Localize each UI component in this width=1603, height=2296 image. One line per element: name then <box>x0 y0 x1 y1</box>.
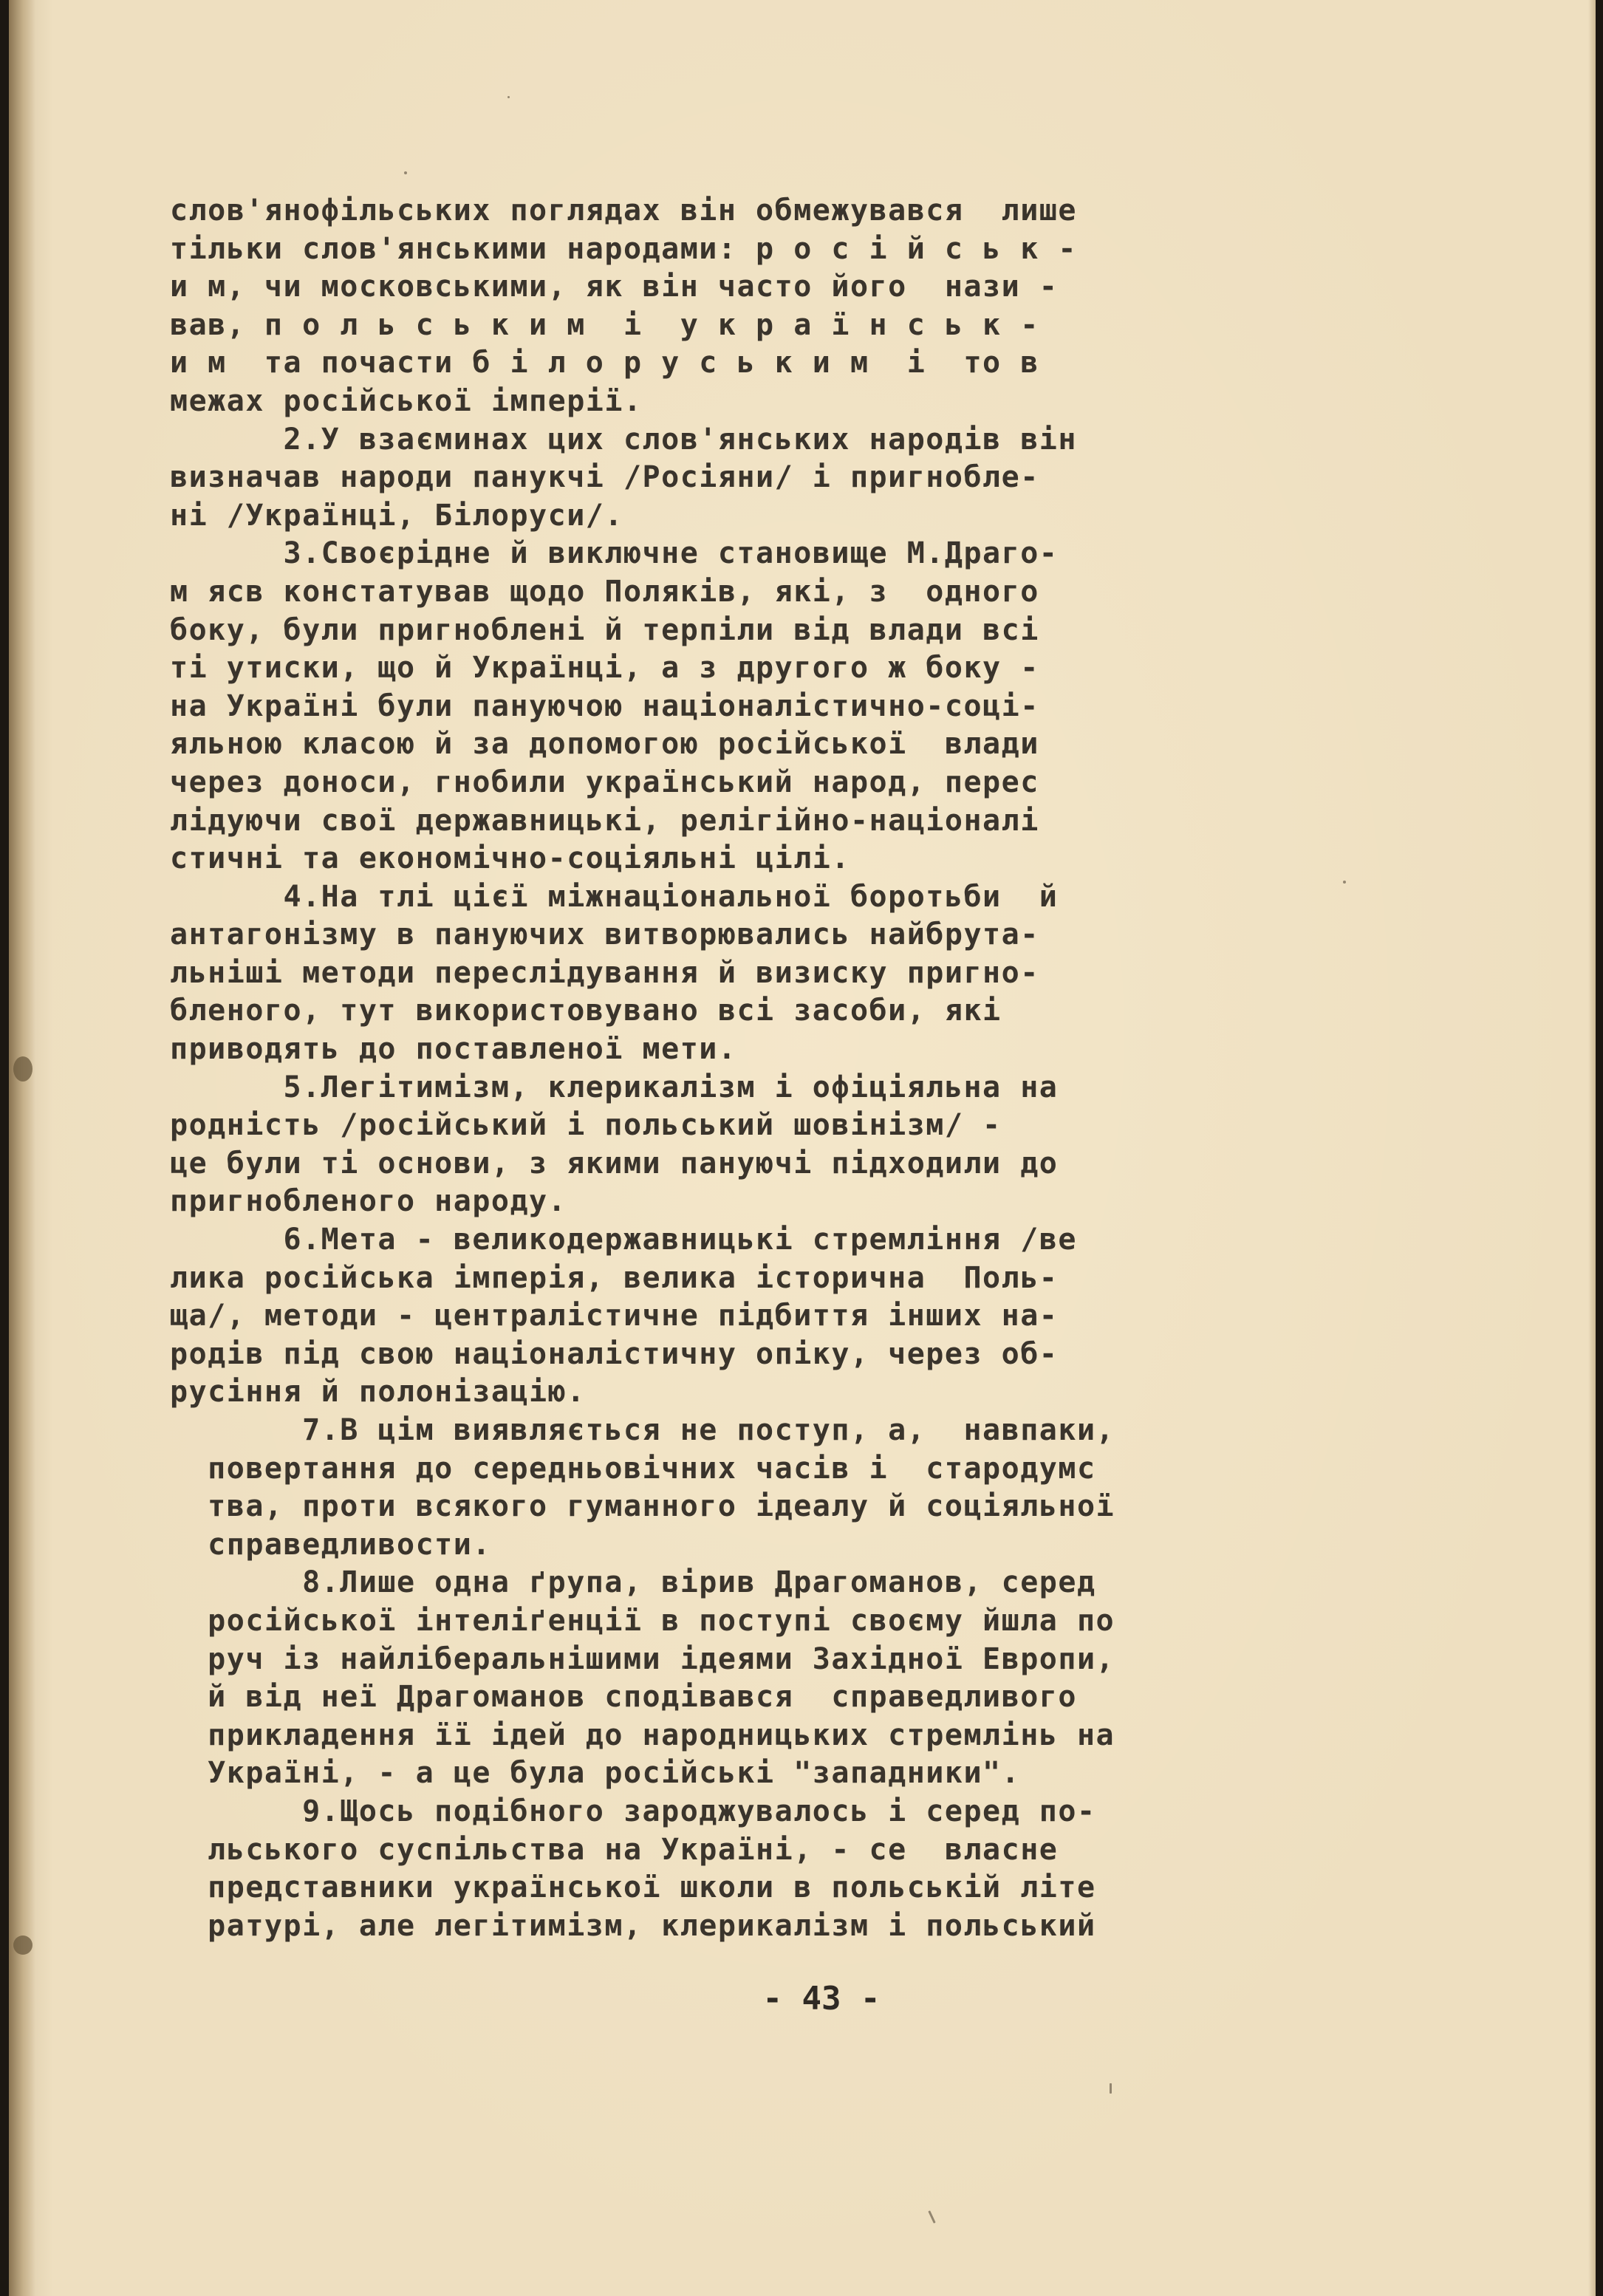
text-line: представники української школи в польській літе <box>170 1870 1096 1905</box>
text-line: межах російської імперії. <box>170 383 643 418</box>
text-line: й від неї Драгоманов сподівався справедливого <box>170 1680 1077 1715</box>
text-line: на Україні були пануючою націоналістично-соці- <box>170 689 1039 723</box>
text-line: вав, п о л ь с ь к и м і у к р а ї н с ь к - <box>170 307 1039 342</box>
text-line: стичні та економічно-соціяльні цілі. <box>170 841 850 876</box>
text-line: льніші методи переслідування й визиску пригно- <box>170 955 1039 990</box>
text-line: лідуючи свої державницькі, релігійно-націоналі <box>170 803 1039 838</box>
binding-hole <box>13 1056 33 1082</box>
paper-speck <box>404 171 407 174</box>
text-line: приводять до поставленої мети. <box>170 1032 737 1067</box>
text-line: 8.Лише одна ґрупа, вірив Драгоманов, серед <box>170 1565 1096 1600</box>
text-line: лика російська імперія, велика історична Поль- <box>170 1260 1059 1295</box>
text-line: прикладення її ідей до народницьких стремлінь на <box>170 1718 1115 1752</box>
text-line: 6.Мета - великодержавницькі стремління /ве <box>170 1223 1077 1257</box>
text-line: родів під свою націоналістичну опіку, через об- <box>170 1336 1059 1371</box>
text-line: руч із найліберальнішими ідеями Західної Европи, <box>170 1641 1115 1676</box>
text-line: родність /російський і польський шовінізм/ - <box>170 1108 1002 1143</box>
typed-text-body <box>170 192 1322 1945</box>
text-line: визначав народи панукчі /Росіяни/ і пригноблe- <box>170 460 1039 495</box>
page-binding <box>9 0 35 2296</box>
text-line: антагонізму в пануючих витворювались найбрута- <box>170 918 1039 952</box>
text-line: через доноси, гнобили український народ, перес <box>170 765 1039 799</box>
text-line: пригнобленого народу. <box>170 1184 567 1219</box>
text-line: и м, чи московськими, як він часто його нази - <box>170 270 1059 304</box>
text-line: це були ті основи, з якими пануючі підходили до <box>170 1146 1059 1181</box>
text-line: ратурі, але легітимізм, клерикалізм і польський <box>170 1908 1096 1943</box>
text-line: бленого, тут використовувано всі засоби, які <box>170 994 1002 1028</box>
text-line: повертання до середньовічних часів і стародумс <box>170 1451 1096 1486</box>
text-line: слов'янофільських поглядах він обмежувався лише <box>170 194 1077 228</box>
text-line: яльною класою й за допомогою російської влади <box>170 727 1039 762</box>
text-line: 7.В цім виявляється не поступ, а, навпаки, <box>170 1413 1115 1447</box>
paper-speck <box>1343 881 1346 884</box>
binding-hole <box>13 1935 33 1955</box>
page-edge <box>1588 0 1596 2296</box>
text-line: боку, були пригноблені й терпіли від влади всі <box>170 612 1039 647</box>
text-line: ті утиски, що й Українці, а з другого ж боку - <box>170 651 1039 686</box>
paper-speck <box>507 96 510 98</box>
text-line: тва, проти всякого гуманного ідеалу й соціяльної <box>170 1489 1115 1524</box>
text-line: тільки слов'янськими народами: р о с і й с ь к - <box>170 231 1077 266</box>
text-line: м ясв констатував щодо Поляків, які, з одного <box>170 574 1039 609</box>
text-line: 2.У взаєминах цих слов'янських народів він <box>170 422 1077 457</box>
text-line: 5.Легітимізм, клерикалізм і офіціяльна на <box>170 1070 1059 1104</box>
text-line: російської інтеліґенції в поступі своєму йшла по <box>170 1603 1115 1638</box>
paper-speck <box>1110 2083 1112 2094</box>
text-line: Україні, - а це була російські "западники". <box>170 1756 1021 1791</box>
document-page <box>9 0 1596 2296</box>
text-line: русіння й полонізацію. <box>170 1375 586 1410</box>
text-line: льського суспільства на Україні, - се власне <box>170 1832 1059 1867</box>
text-line: 3.Своєрідне й виключне становище М.Драго- <box>170 536 1059 571</box>
text-line: ща/, методи - централістичне підбиття інших на- <box>170 1299 1059 1333</box>
text-line: ні /Українці, Білоруси/. <box>170 498 623 533</box>
page-number: - 43 - <box>762 1980 881 2017</box>
text-line: 4.На тлі цієї міжнаціональної боротьби й <box>170 879 1059 914</box>
text-line: и м та почасти б і л о р у с ь к и м і то в <box>170 346 1039 380</box>
paper-speck <box>928 2210 935 2224</box>
text-line: 9.Щось подібного зароджувалось і серед по- <box>170 1794 1096 1828</box>
text-line: справедливости. <box>170 1527 491 1562</box>
